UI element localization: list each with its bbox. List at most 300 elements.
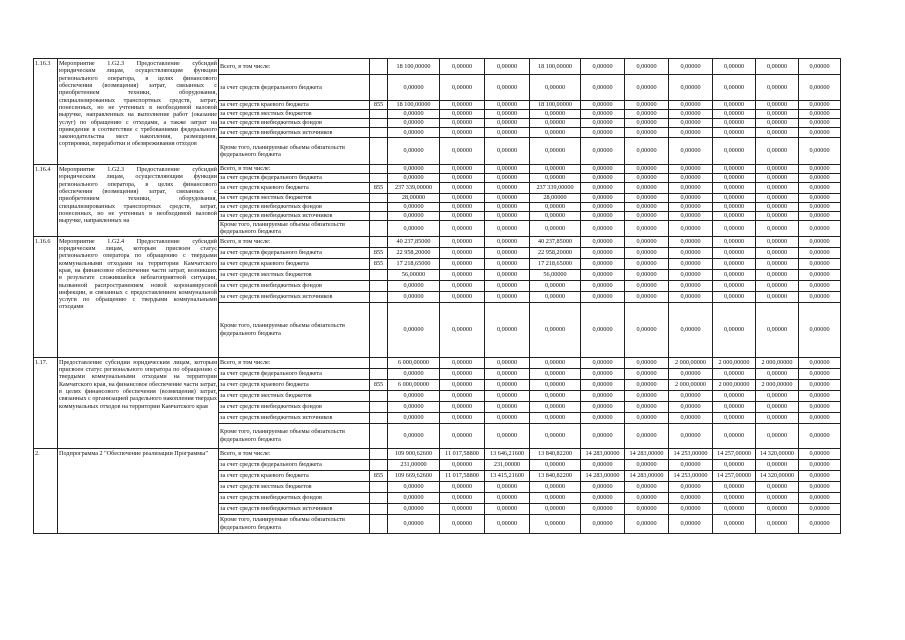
amount-cell: 0,00000 [799, 183, 841, 194]
funding-source: за счет средств внебюджетных источников [219, 128, 370, 138]
amount-cell: 0,00000 [799, 138, 841, 165]
amount-cell: 0,00000 [756, 291, 799, 302]
amount-cell: 0,00000 [485, 174, 530, 183]
amount-cell: 0,00000 [756, 110, 799, 119]
amount-cell: 0,00000 [756, 390, 799, 401]
amount-cell: 0,00000 [713, 194, 756, 203]
amount-cell: 0,00000 [581, 302, 625, 357]
amount-cell: 0,00000 [713, 492, 756, 503]
amount-cell: 0,00000 [485, 247, 530, 258]
amount-cell: 0,00000 [581, 194, 625, 203]
amount-cell: 0,00000 [713, 280, 756, 291]
amount-cell: 0,00000 [713, 119, 756, 128]
amount-cell: 0,00000 [713, 423, 756, 448]
amount-cell: 0,00000 [581, 401, 625, 412]
grbs-code [370, 221, 388, 237]
grbs-code [370, 280, 388, 291]
amount-cell: 0,00000 [669, 302, 713, 357]
amount-cell: 231,00000 [388, 459, 440, 470]
amount-cell: 0,00000 [799, 423, 841, 448]
amount-cell: 0,00000 [625, 174, 669, 183]
amount-cell: 0,00000 [440, 357, 485, 368]
amount-cell: 0,00000 [625, 165, 669, 174]
amount-cell: 0,00000 [485, 291, 530, 302]
funding-source: Всего, в том числе: [219, 448, 370, 459]
amount-cell: 0,00000 [713, 247, 756, 258]
funding-source: Всего, в том числе: [219, 59, 370, 75]
amount-cell: 0,00000 [625, 291, 669, 302]
amount-cell: 0,00000 [799, 459, 841, 470]
amount-cell: 0,00000 [713, 481, 756, 492]
amount-cell: 0,00000 [669, 128, 713, 138]
amount-cell: 0,00000 [440, 236, 485, 247]
funding-source: за счет средств местных бюджетов [219, 269, 370, 280]
amount-cell: 0,00000 [440, 212, 485, 221]
amount-cell: 0,00000 [485, 492, 530, 503]
amount-cell: 0,00000 [625, 236, 669, 247]
table-row [34, 59, 841, 75]
funding-source: за счет средств внебюджетных фондов [219, 401, 370, 412]
amount-cell: 0,00000 [756, 194, 799, 203]
amount-cell: 0,00000 [799, 302, 841, 357]
amount-cell: 0,00000 [440, 119, 485, 128]
amount-cell: 0,00000 [756, 302, 799, 357]
amount-cell: 0,00000 [485, 183, 530, 194]
budget-table [33, 58, 841, 534]
activity-name: Подпрограмма 2 "Обеспечение реализации Программы" [58, 448, 219, 533]
amount-cell: 0,00000 [485, 236, 530, 247]
grbs-code [370, 236, 388, 247]
amount-cell: 0,00000 [485, 101, 530, 110]
amount-cell: 2 000,00000 [669, 379, 713, 390]
amount-cell: 0,00000 [669, 221, 713, 237]
amount-cell: 0,00000 [756, 247, 799, 258]
amount-cell: 0,00000 [799, 514, 841, 533]
amount-cell: 0,00000 [669, 138, 713, 165]
amount-cell: 0,00000 [485, 110, 530, 119]
amount-cell: 0,00000 [713, 138, 756, 165]
amount-cell: 0,00000 [713, 503, 756, 514]
amount-cell: 0,00000 [388, 119, 440, 128]
funding-source: Кроме того, планируемые объемы обязательств федерального бюджета [219, 514, 370, 533]
amount-cell: 0,00000 [581, 59, 625, 75]
amount-cell: 0,00000 [440, 302, 485, 357]
funding-source: за счет средств краевого бюджета [219, 258, 370, 269]
grbs-code [370, 401, 388, 412]
amount-cell: 0,00000 [756, 368, 799, 379]
amount-cell: 0,00000 [625, 401, 669, 412]
amount-cell: 0,00000 [799, 174, 841, 183]
amount-cell: 14 283,00000 [625, 470, 669, 481]
amount-cell: 0,00000 [581, 379, 625, 390]
row-number: 1.16.3 [34, 59, 58, 165]
amount-cell: 0,00000 [485, 75, 530, 101]
amount-cell: 0,00000 [485, 401, 530, 412]
amount-cell: 14 320,00000 [756, 448, 799, 459]
funding-source: за счет средств местных бюджетов [219, 390, 370, 401]
amount-cell: 0,00000 [625, 379, 669, 390]
amount-cell: 0,00000 [440, 379, 485, 390]
table-body [34, 59, 841, 534]
amount-cell: 0,00000 [669, 110, 713, 119]
funding-source: за счет средств краевого бюджета [219, 379, 370, 390]
grbs-code [370, 203, 388, 212]
amount-cell: 0,00000 [669, 165, 713, 174]
amount-cell: 14 283,00000 [625, 448, 669, 459]
amount-cell: 0,00000 [440, 269, 485, 280]
amount-cell: 0,00000 [440, 110, 485, 119]
amount-cell: 0,00000 [713, 236, 756, 247]
amount-cell: 0,00000 [440, 423, 485, 448]
amount-cell: 0,00000 [530, 390, 581, 401]
funding-source: Кроме того, планируемые объемы обязательств федерального бюджета [219, 423, 370, 448]
amount-cell: 17 218,65000 [530, 258, 581, 269]
amount-cell: 0,00000 [799, 412, 841, 423]
funding-source: за счет средств внебюджетных фондов [219, 280, 370, 291]
amount-cell: 0,00000 [388, 110, 440, 119]
amount-cell: 0,00000 [713, 390, 756, 401]
amount-cell: 0,00000 [581, 101, 625, 110]
amount-cell: 0,00000 [799, 401, 841, 412]
amount-cell: 0,00000 [713, 183, 756, 194]
amount-cell: 0,00000 [756, 101, 799, 110]
amount-cell: 0,00000 [581, 368, 625, 379]
activity-name: Предоставление субсидии юридическим лицам, которым присвоен статус регионального оператора по обращению с твердыми коммунальными отходами на территории Камчатского края, на финансовое обеспечение части затрат, в целях финансового обеспечения (возмещения) затрат, связанных с организацией раздельного накопления твердых коммунальных отходов на территории Камчатского края [58, 357, 219, 448]
amount-cell: 0,00000 [530, 138, 581, 165]
amount-cell: 0,00000 [669, 412, 713, 423]
amount-cell: 0,00000 [485, 119, 530, 128]
amount-cell: 0,00000 [756, 280, 799, 291]
amount-cell: 0,00000 [388, 412, 440, 423]
amount-cell: 0,00000 [625, 357, 669, 368]
grbs-code [370, 165, 388, 174]
amount-cell: 0,00000 [440, 280, 485, 291]
funding-source: Всего, в том числе: [219, 165, 370, 174]
funding-source: за счет средств внебюджетных источников [219, 412, 370, 423]
amount-cell: 0,00000 [625, 258, 669, 269]
amount-cell: 0,00000 [713, 269, 756, 280]
amount-cell: 0,00000 [485, 481, 530, 492]
amount-cell: 0,00000 [625, 194, 669, 203]
amount-cell: 0,00000 [530, 165, 581, 174]
funding-source: за счет средств краевого бюджета [219, 183, 370, 194]
amount-cell: 0,00000 [530, 302, 581, 357]
amount-cell: 0,00000 [713, 221, 756, 237]
amount-cell: 40 237,85000 [388, 236, 440, 247]
amount-cell: 0,00000 [713, 291, 756, 302]
table-row [34, 357, 841, 368]
amount-cell: 18 100,00000 [388, 101, 440, 110]
grbs-code [370, 459, 388, 470]
grbs-code [370, 75, 388, 101]
amount-cell: 0,00000 [799, 221, 841, 237]
grbs-code [370, 492, 388, 503]
amount-cell: 2 000,00000 [756, 357, 799, 368]
amount-cell: 0,00000 [581, 258, 625, 269]
grbs-code [370, 514, 388, 533]
amount-cell: 0,00000 [669, 75, 713, 101]
row-number: 1.17. [34, 357, 58, 448]
grbs-code: 855 [370, 470, 388, 481]
amount-cell: 0,00000 [388, 514, 440, 533]
amount-cell: 0,00000 [485, 59, 530, 75]
amount-cell: 0,00000 [799, 110, 841, 119]
amount-cell: 0,00000 [756, 174, 799, 183]
amount-cell: 0,00000 [530, 481, 581, 492]
amount-cell: 0,00000 [440, 221, 485, 237]
amount-cell: 0,00000 [581, 503, 625, 514]
amount-cell: 6 000,00000 [388, 379, 440, 390]
funding-source: за счет средств федерального бюджета [219, 368, 370, 379]
funding-source: за счет средств местных бюджетов [219, 194, 370, 203]
amount-cell: 0,00000 [799, 165, 841, 174]
amount-cell: 0,00000 [756, 75, 799, 101]
amount-cell: 0,00000 [581, 390, 625, 401]
amount-cell: 0,00000 [713, 212, 756, 221]
amount-cell: 0,00000 [440, 203, 485, 212]
amount-cell: 0,00000 [756, 119, 799, 128]
grbs-code [370, 302, 388, 357]
amount-cell: 0,00000 [388, 128, 440, 138]
amount-cell: 0,00000 [669, 492, 713, 503]
amount-cell: 0,00000 [713, 128, 756, 138]
amount-cell: 14 283,00000 [581, 448, 625, 459]
amount-cell: 0,00000 [530, 423, 581, 448]
amount-cell: 0,00000 [625, 110, 669, 119]
amount-cell: 0,00000 [713, 412, 756, 423]
funding-source: за счет средств федерального бюджета [219, 75, 370, 101]
amount-cell: 0,00000 [388, 138, 440, 165]
amount-cell: 2 000,00000 [713, 357, 756, 368]
amount-cell: 0,00000 [713, 75, 756, 101]
grbs-code [370, 390, 388, 401]
amount-cell: 0,00000 [388, 203, 440, 212]
amount-cell: 0,00000 [581, 203, 625, 212]
amount-cell: 0,00000 [388, 368, 440, 379]
amount-cell: 0,00000 [485, 368, 530, 379]
amount-cell: 0,00000 [799, 258, 841, 269]
amount-cell: 0,00000 [530, 379, 581, 390]
amount-cell: 18 100,00000 [530, 101, 581, 110]
funding-source: за счет средств краевого бюджета [219, 101, 370, 110]
amount-cell: 0,00000 [669, 212, 713, 221]
amount-cell: 11 017,58800 [440, 448, 485, 459]
amount-cell: 0,00000 [756, 203, 799, 212]
amount-cell: 0,00000 [799, 291, 841, 302]
amount-cell: 18 100,00000 [388, 59, 440, 75]
amount-cell: 0,00000 [799, 236, 841, 247]
amount-cell: 0,00000 [756, 459, 799, 470]
amount-cell: 0,00000 [485, 203, 530, 212]
amount-cell: 0,00000 [799, 357, 841, 368]
amount-cell: 0,00000 [799, 492, 841, 503]
amount-cell: 0,00000 [530, 110, 581, 119]
amount-cell: 0,00000 [625, 119, 669, 128]
amount-cell: 0,00000 [440, 492, 485, 503]
amount-cell: 0,00000 [485, 165, 530, 174]
amount-cell: 0,00000 [530, 128, 581, 138]
amount-cell: 0,00000 [713, 101, 756, 110]
amount-cell: 0,00000 [756, 236, 799, 247]
amount-cell: 0,00000 [625, 492, 669, 503]
amount-cell: 0,00000 [440, 183, 485, 194]
amount-cell: 0,00000 [756, 59, 799, 75]
amount-cell: 0,00000 [485, 194, 530, 203]
funding-source: за счет средств краевого бюджета [219, 470, 370, 481]
amount-cell: 0,00000 [713, 368, 756, 379]
amount-cell: 0,00000 [756, 165, 799, 174]
amount-cell: 0,00000 [485, 423, 530, 448]
amount-cell: 13 840,82200 [530, 470, 581, 481]
amount-cell: 0,00000 [756, 412, 799, 423]
amount-cell: 0,00000 [440, 459, 485, 470]
amount-cell: 0,00000 [669, 368, 713, 379]
amount-cell: 237 339,00000 [388, 183, 440, 194]
amount-cell: 0,00000 [440, 165, 485, 174]
amount-cell: 0,00000 [530, 119, 581, 128]
amount-cell: 17 218,65000 [388, 258, 440, 269]
amount-cell: 6 000,00000 [388, 357, 440, 368]
amount-cell: 0,00000 [388, 423, 440, 448]
amount-cell: 0,00000 [581, 291, 625, 302]
amount-cell: 0,00000 [625, 503, 669, 514]
amount-cell: 0,00000 [388, 212, 440, 221]
amount-cell: 40 237,85000 [530, 236, 581, 247]
amount-cell: 0,00000 [485, 280, 530, 291]
amount-cell: 0,00000 [530, 503, 581, 514]
amount-cell: 0,00000 [581, 492, 625, 503]
amount-cell: 0,00000 [581, 280, 625, 291]
amount-cell: 0,00000 [756, 138, 799, 165]
amount-cell: 2 000,00000 [713, 379, 756, 390]
amount-cell: 0,00000 [388, 302, 440, 357]
row-number: 1.16.6 [34, 236, 58, 357]
row-number: 1.16.4 [34, 165, 58, 237]
amount-cell: 0,00000 [713, 59, 756, 75]
amount-cell: 0,00000 [625, 368, 669, 379]
amount-cell: 0,00000 [756, 481, 799, 492]
grbs-code [370, 503, 388, 514]
amount-cell: 0,00000 [713, 401, 756, 412]
amount-cell: 0,00000 [581, 423, 625, 448]
amount-cell: 0,00000 [799, 390, 841, 401]
amount-cell: 0,00000 [388, 503, 440, 514]
amount-cell: 0,00000 [669, 247, 713, 258]
amount-cell: 0,00000 [485, 302, 530, 357]
funding-source: за счет средств федерального бюджета [219, 174, 370, 183]
amount-cell: 0,00000 [440, 194, 485, 203]
amount-cell: 0,00000 [799, 280, 841, 291]
amount-cell: 0,00000 [799, 203, 841, 212]
amount-cell: 0,00000 [440, 412, 485, 423]
amount-cell: 0,00000 [530, 203, 581, 212]
amount-cell: 0,00000 [625, 101, 669, 110]
amount-cell: 0,00000 [388, 280, 440, 291]
amount-cell: 0,00000 [625, 221, 669, 237]
amount-cell: 28,00000 [388, 194, 440, 203]
amount-cell: 0,00000 [485, 379, 530, 390]
funding-source: за счет средств местных бюджетов [219, 481, 370, 492]
amount-cell: 0,00000 [581, 174, 625, 183]
amount-cell: 0,00000 [669, 269, 713, 280]
activity-name: Мероприятие 1.G2.4 Предоставление субсидий юридическим лицам, которым присвоен статус регионального оператора по обращению с твердыми коммунальными отходами на территории Камчатского края, на финансовое обеспечение части затрат, возникших в результате сложившейся неблагоприятной ситуации, вызванной распространением новой коронавирусной инфекции, и связанных с предоставлением коммунальной услуги по обращению с твердыми коммунальными отходами [58, 236, 219, 357]
amount-cell: 0,00000 [756, 128, 799, 138]
amount-cell: 0,00000 [581, 119, 625, 128]
amount-cell: 0,00000 [669, 503, 713, 514]
amount-cell: 0,00000 [625, 75, 669, 101]
amount-cell: 0,00000 [530, 212, 581, 221]
amount-cell: 0,00000 [669, 423, 713, 448]
amount-cell: 0,00000 [388, 390, 440, 401]
amount-cell: 0,00000 [756, 269, 799, 280]
amount-cell: 0,00000 [581, 269, 625, 280]
amount-cell: 0,00000 [799, 101, 841, 110]
grbs-code [370, 119, 388, 128]
amount-cell: 0,00000 [713, 203, 756, 212]
amount-cell: 0,00000 [799, 503, 841, 514]
amount-cell: 0,00000 [669, 401, 713, 412]
grbs-code [370, 110, 388, 119]
amount-cell: 14 257,00000 [713, 448, 756, 459]
amount-cell: 0,00000 [581, 412, 625, 423]
amount-cell: 0,00000 [669, 459, 713, 470]
amount-cell: 0,00000 [799, 481, 841, 492]
amount-cell: 18 100,00000 [530, 59, 581, 75]
amount-cell: 0,00000 [799, 75, 841, 101]
amount-cell: 109 669,62600 [388, 470, 440, 481]
amount-cell: 22 958,20000 [388, 247, 440, 258]
amount-cell: 0,00000 [756, 221, 799, 237]
amount-cell: 2 000,00000 [669, 357, 713, 368]
funding-source: Всего, в том числе: [219, 236, 370, 247]
amount-cell: 13 415,21600 [485, 470, 530, 481]
amount-cell: 0,00000 [440, 75, 485, 101]
amount-cell: 0,00000 [713, 514, 756, 533]
amount-cell: 0,00000 [485, 412, 530, 423]
amount-cell: 0,00000 [625, 269, 669, 280]
grbs-code [370, 357, 388, 368]
amount-cell: 0,00000 [756, 423, 799, 448]
amount-cell: 0,00000 [530, 492, 581, 503]
amount-cell: 0,00000 [799, 194, 841, 203]
amount-cell: 0,00000 [388, 174, 440, 183]
amount-cell: 0,00000 [713, 258, 756, 269]
grbs-code [370, 138, 388, 165]
amount-cell: 237 339,00000 [530, 183, 581, 194]
table-row [34, 165, 841, 174]
amount-cell: 0,00000 [669, 291, 713, 302]
grbs-code [370, 269, 388, 280]
amount-cell: 0,00000 [440, 258, 485, 269]
amount-cell: 0,00000 [669, 183, 713, 194]
amount-cell: 0,00000 [485, 269, 530, 280]
funding-source: за счет средств федерального бюджета [219, 459, 370, 470]
amount-cell: 0,00000 [713, 174, 756, 183]
grbs-code [370, 194, 388, 203]
amount-cell: 0,00000 [440, 390, 485, 401]
amount-cell: 0,00000 [581, 183, 625, 194]
amount-cell: 0,00000 [799, 59, 841, 75]
amount-cell: 0,00000 [799, 269, 841, 280]
amount-cell: 0,00000 [530, 401, 581, 412]
amount-cell: 0,00000 [713, 165, 756, 174]
amount-cell: 0,00000 [669, 119, 713, 128]
amount-cell: 0,00000 [530, 75, 581, 101]
activity-name: Мероприятие 1.G2.3 Предоставление субсидий юридическим лицам, осуществляющим функции регионального оператора, в целях финансового обеспечения (возмещения) затрат, связанных с приобретением техники, оборудования, специализированных транспортных средств, затрат, понесенных, но не учтенных в необходимой валовой выручке, направленных на [58, 165, 219, 237]
amount-cell: 0,00000 [625, 128, 669, 138]
amount-cell: 0,00000 [388, 401, 440, 412]
funding-source: за счет средств местных бюджетов [219, 110, 370, 119]
